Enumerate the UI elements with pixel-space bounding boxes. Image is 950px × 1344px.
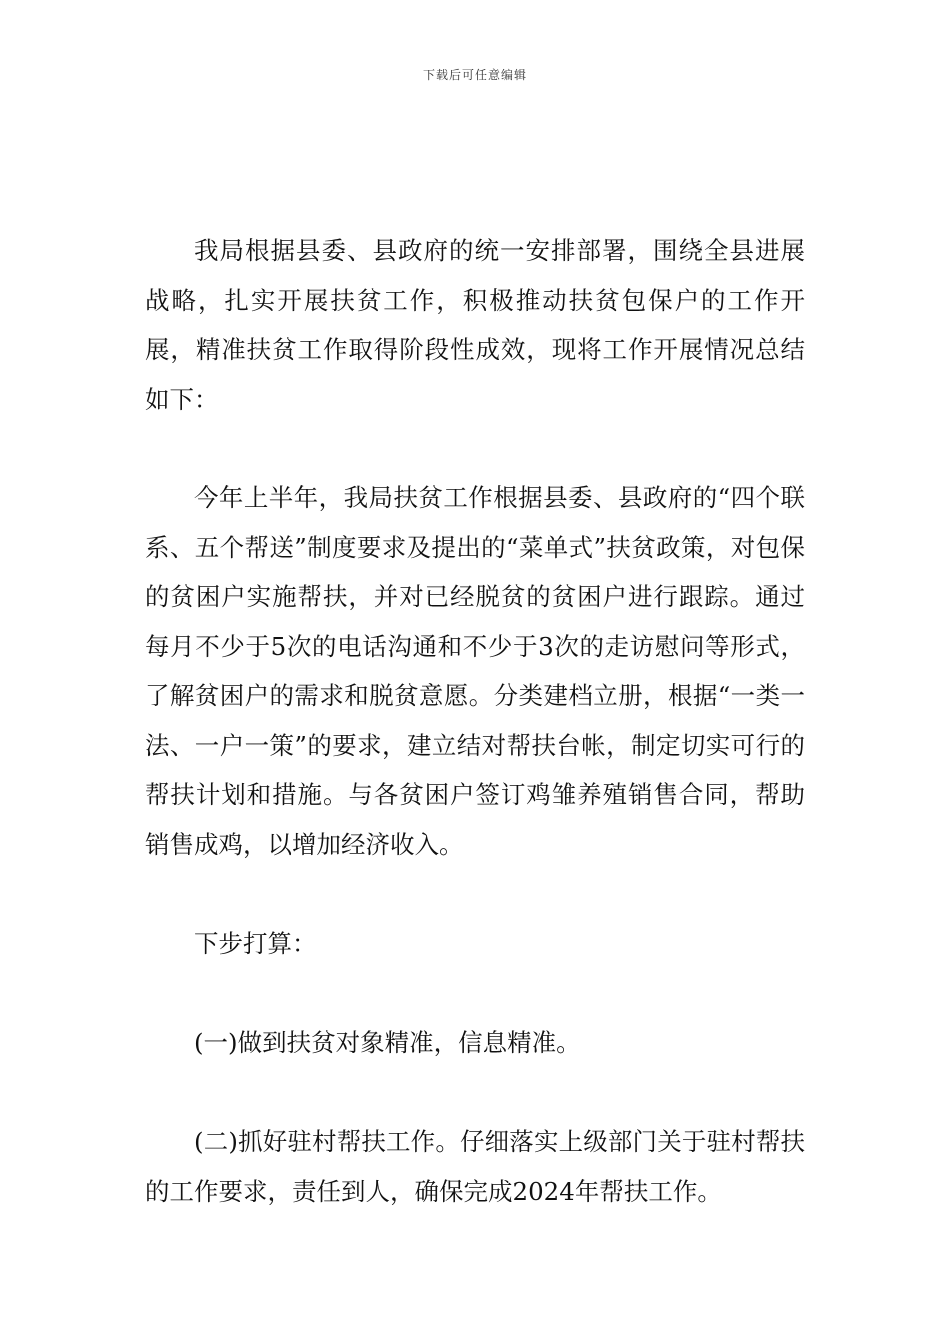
paragraph-work-summary: 今年上半年，我局扶贫工作根据县委、县政府的“四个联系、五个帮送”制度要求及提出的“菜单式”扶贫政策，对包保的贫困户实施帮扶，并对已经脱贫的贫困户进行跟踪。通过每月不少于5次的电话沟通和不少于3次的走访慰问等形式，了解贫困户的需求和脱贫意愿。分类建档立册，根据“一类一法、一户一策”的要求，建立结对帮扶台帐，制定切实可行的帮扶计划和措施。与各贫困户签订鸡雏养殖销售合同，帮助销售成鸡，以增加经济收入。 xyxy=(145,483,805,859)
paragraph-intro: 我局根据县委、县政府的统一安排部署，围绕全县进展战略，扎实开展扶贫工作，积极推动扶贫包保户的工作开展，精准扶贫工作取得阶段性成效，现将工作开展情况总结如下： xyxy=(145,236,805,414)
paragraph-next-steps-heading: 下步打算： xyxy=(194,929,317,958)
page-header: 下载后可任意编辑 xyxy=(422,68,527,82)
paragraph-step-one: (一)做到扶贫对象精准，信息精准。 xyxy=(194,1028,581,1057)
paragraph-step-two: (二)抓好驻村帮扶工作。仔细落实上级部门关于驻村帮扶的工作要求，责任到人，确保完成2024年帮扶工作。 xyxy=(145,1127,805,1206)
